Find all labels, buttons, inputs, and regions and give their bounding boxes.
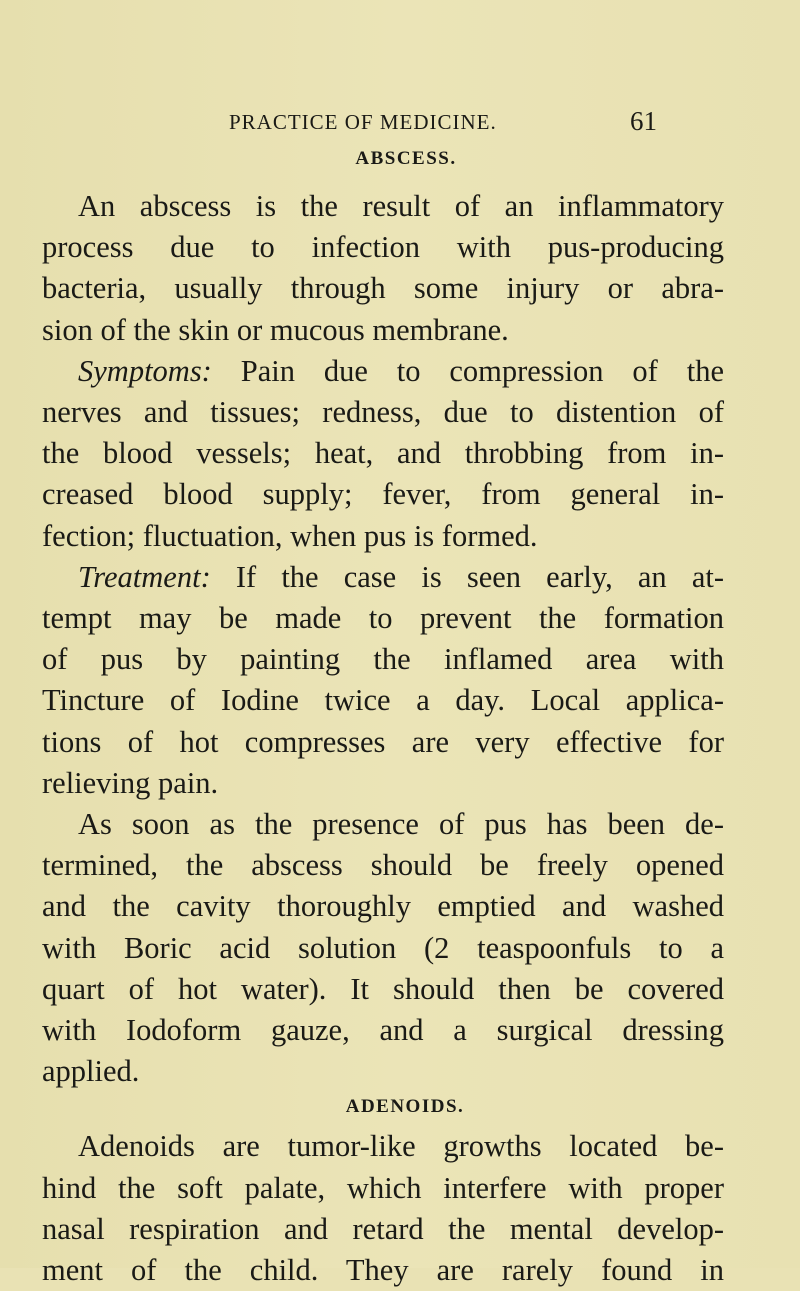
treatment-label: Treatment: [78,559,211,594]
text-line: process due to infection with pus-producing [42,230,724,265]
text-line [78,351,724,392]
text-line: nasal respiration and retard the mental develop- [42,1211,724,1246]
text-line: nerves and tissues; redness, due to distention of [42,395,724,429]
text-line: the blood vessels; heat, and throbbing from in- [42,436,724,471]
text-line: relieving pain. [42,765,219,800]
text-run: If the case is seen early, an at- [210,559,724,594]
text-line: ment of the child. They are rarely found in [42,1253,724,1287]
running-head [0,106,800,136]
section-heading-adenoids: ADENOIDS. [345,1096,465,1118]
text-line: tempt may be made to prevent the formation [42,601,724,635]
text-line: fection; fluctuation, when pus is formed. [42,518,538,553]
text-line: and the cavity thoroughly emptied and washed [42,889,724,924]
text-line: quart of hot water). It should then be covered [42,971,724,1006]
text-line: with Boric acid solution (2 teaspoonfuls to a [42,930,724,965]
text-line: creased blood supply; fever, from general in- [42,477,724,512]
text-line: Tincture of Iodine twice a day. Local applica- [42,683,724,718]
text-line: An abscess is the result of an inflammatory [78,189,724,223]
text-line: with Iodoform gauze, and a surgical dressing [42,1013,724,1047]
running-title: PRACTICE OF MEDICINE. [229,110,497,134]
text-line: termined, the abscess should be freely opened [42,848,724,883]
text-line: As soon as the presence of pus has been de- [78,807,724,841]
text-line: hind the soft palate, which interfere with proper [42,1170,724,1205]
text-line: bacteria, usually through some injury or abra- [42,271,724,306]
page-number: 61 [630,106,657,136]
text-line: Adenoids are tumor-like growths located be- [78,1129,724,1164]
text-line [78,557,724,598]
text-run: Pain due to compression of the [211,353,724,388]
section-heading-abscess: ABSCESS. [355,148,457,169]
symptoms-label: Symptoms: [78,353,212,388]
text-line: applied. [42,1054,140,1089]
text-line: tions of hot compresses are very effective for [42,724,724,759]
text-line: sion of the skin or mucous membrane. [42,312,509,347]
text-line: of pus by painting the inflamed area with [42,642,724,677]
